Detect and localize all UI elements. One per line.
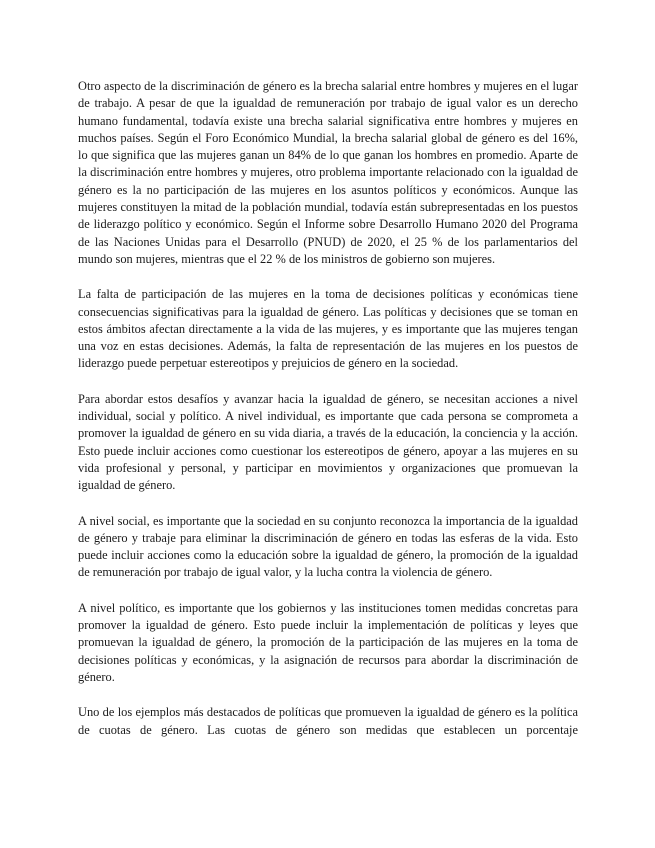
paragraph-gender-quotas: Uno de los ejemplos más destacados de políticas que promueven la igualdad de género es la política de cuotas de género. Las cuotas de género son medidas que establecen un porcentaje (78, 705, 578, 737)
paragraph-political-action: A nivel político, es importante que los gobiernos y las instituciones tomen medidas concretas para promover la igualdad de género. Esto puede incluir la implementación de políticas y leyes que promuevan la igualdad de género, la promoción de la participación de las mujeres en la toma de decisiones políticas y económicas, y la asignación de recursos para abordar la discriminación de género. (78, 600, 578, 684)
paragraph-individual-action: Para abordar estos desafíos y avanzar hacia la igualdad de género, se necesitan acciones a nivel individual, social y político. A nivel individual, es importante que cada persona se comprometa a promover la igualdad de género en su vida diaria, a través de la educación, la conciencia y la acción. Esto puede incluir acciones como cuestionar los estereotipos de género, apoyar a las mujeres en su vida profesional y personal, y participar en movimientos y organizaciones que promuevan la igualdad de género. (78, 391, 578, 493)
paragraph-social-action: A nivel social, es importante que la sociedad en su conjunto reconozca la importancia de la igualdad de género y trabaje para eliminar la discriminación de género en todas las esferas de la vida. Esto puede incluir acciones como la educación sobre la igualdad de género, la promoción de la igualdad de remuneración por trabajo de igual valor, y la lucha contra la violencia de género. (78, 513, 578, 580)
paragraph-wage-gap: Otro aspecto de la discriminación de género es la brecha salarial entre hombres y mujeres en el lugar de trabajo. A pesar de que la igualdad de remuneración por trabajo de igual valor es un derecho humano fundamental, todavía existe una brecha salarial significativa entre hombres y mujeres en muchos países. Según el Foro Económico Mundial, la brecha salarial global de género es del 16%, lo que significa que las mujeres ganan un 84% de lo que ganan los hombres en promedio. Aparte de la discriminación entre hombres y mujeres, otro problema importante relacionado con la igualdad de género es la no participación de las mujeres en los asuntos políticos y económicos. Aunque las mujeres constituyen la mitad de la población mundial, todavía están subrepresentadas en los puestos de liderazgo político y económico. Según el Informe sobre Desarrollo Humano 2020 del Programa de las Naciones Unidas para el Desarrollo (PNUD) de 2020, el 25 % de los parlamentarios del mundo son mujeres, mientras que el 22 % de los ministros de gobierno son mujeres. (78, 79, 578, 266)
document-body (78, 78, 578, 757)
paragraph-participation: La falta de participación de las mujeres en la toma de decisiones políticas y económicas tiene consecuencias significativas para la igualdad de género. Las políticas y decisiones que se toman en estos ámbitos afectan directamente a la vida de las mujeres, y es importante que las mujeres tengan una voz en estas decisiones. Además, la falta de representación de las mujeres en los puestos de liderazgo puede perpetuar estereotipos y prejuicios de género en la sociedad. (78, 287, 578, 371)
